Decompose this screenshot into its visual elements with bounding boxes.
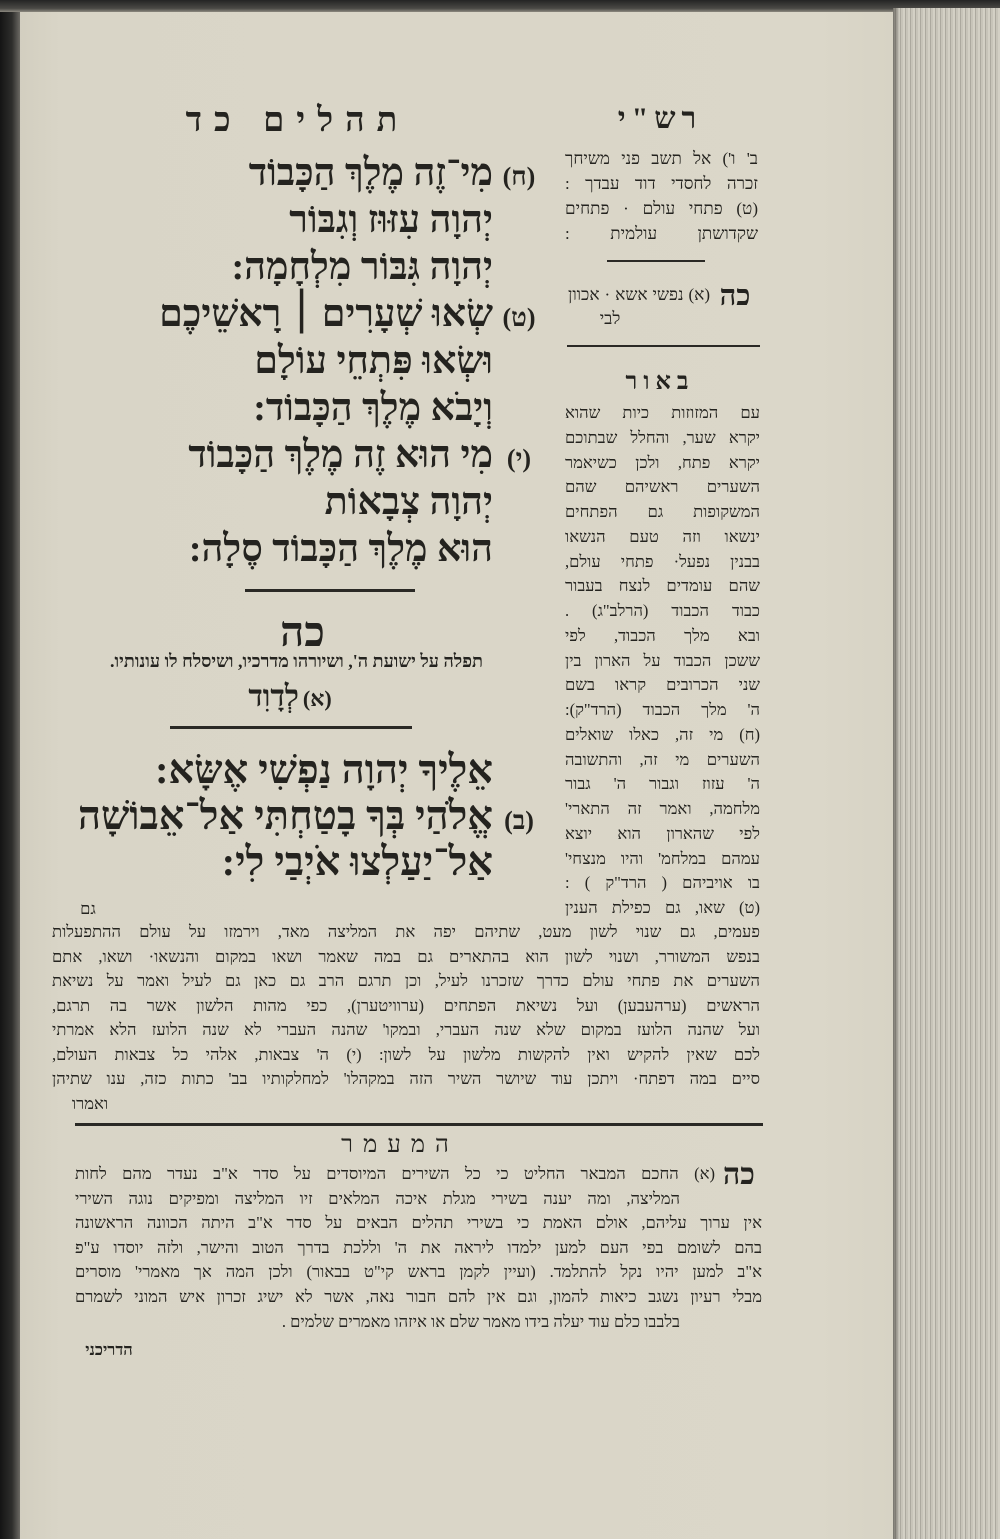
verse-line — [125, 526, 545, 573]
biur-catch-word: ואמרו — [71, 1094, 109, 1113]
top-edge-shadow — [0, 0, 1000, 12]
page-catchword: הדריכני — [85, 1340, 133, 1359]
verse-number: (ח) — [502, 162, 536, 191]
page-edges — [893, 8, 1000, 1539]
psalm-divider — [245, 589, 415, 592]
verse-line — [125, 479, 545, 526]
biur-line: ובא מלך הכבוד, לפי — [565, 625, 760, 645]
verse-line — [58, 793, 545, 839]
verse-line — [58, 839, 545, 885]
hamaamar-line: המליצה, ומה יענה בשירי מגלת איכה המלאים זיו המליצה ומפיקים נוגה השירי — [75, 1188, 680, 1208]
biur-line: ועל שהנה הלועז במקום שלא שנה העברי, ובמקו' שהנה העברי לא שנה הלועז הלא אמרתי — [52, 1020, 760, 1039]
hamaamar-text — [75, 1162, 762, 1334]
biur-divider — [567, 345, 760, 347]
verse-text: שְׂאוּ שְׁעָרִים ׀ רָאשֵׁיכֶם — [159, 293, 493, 335]
psalm-25-text — [58, 747, 545, 885]
biur-line: שהם עומדים לנצח בעבור — [565, 576, 760, 596]
hamaamar-line: בלבבו כלם עוד יעלה בידו מאמר שלם או איזהו מאמרים שלמים . — [281, 1311, 680, 1331]
biur-line: המשקופות גם הפתחים — [565, 502, 760, 521]
biur-carry-word: גם — [80, 899, 96, 918]
rashi-divider — [607, 260, 705, 262]
biur-line: בבנין נפעל· פתחי עולם, — [565, 551, 760, 571]
verse-text: לְדָוִד — [248, 680, 299, 713]
hamaamar-psalm-number: כה — [723, 1158, 755, 1191]
verse-text: הוּא מֶלֶךְ הַכָּבוֹד סֶלָה: — [188, 528, 493, 570]
verse-number: (ט) — [502, 303, 536, 332]
biur-line: (ט) שאו, גם כפילת הענין — [565, 898, 760, 917]
biur-line: בו אויביהם ( הרד"ק ) : — [565, 873, 760, 893]
hamaamar-line: (א) החכם המבאר החליט כי כל השירים המיוסדים על סדר א"ב נעדר מהם לחות — [75, 1164, 715, 1183]
verse-text: אֱלֹהַי בְּךָ בָטַחְתִּי אַל־אֵבוֹשָׁה — [77, 793, 493, 838]
verse-number: (י) — [506, 444, 532, 473]
verse-line — [125, 197, 545, 244]
biur-line: כבוד הכבוד (הרלב"ג) . — [565, 601, 760, 620]
verse-line — [125, 291, 545, 338]
biur-line: השערים ראשיהם שהם — [565, 477, 760, 497]
psalm-superscription — [200, 680, 380, 714]
running-title: תהלים כד — [185, 102, 410, 139]
biur-line: (ח) מי זה, כאלו שואלים — [565, 724, 760, 744]
biur-line: לכם שאין להקיש ואין להקשות מלשון על לשון: (י) ה' צבאות, אלהי כל צבאות העולם, — [52, 1044, 760, 1064]
hamaamar-line: בהם לשומם בפי העם למען ילמדו ליראה את ה' וללכת בדרך הטוב והישר, ולזה יוסדו ע"פ — [75, 1237, 762, 1257]
verse-text: אֵלֶיךָ יְהוָה נַפְשִׁי אֶשָּׂא: — [155, 747, 493, 792]
rashi-line: שקדושתן עולמית : — [565, 224, 758, 243]
verse-line — [58, 747, 545, 793]
psalm-divider — [170, 726, 412, 729]
biur-line: לפי שהארון הוא יוצא — [565, 823, 760, 843]
rashi-psalm-number: כה — [719, 280, 751, 312]
verse-text: יְהוָה צְבָאוֹת — [324, 481, 493, 523]
biur-line: השערים את פתחי עולם כדרך שזכרנו לעיל, וכן תרגם הרב גם כאן גם לעיל ואמר על נשיאת — [52, 971, 760, 990]
rashi-line: (ט) פתחי עולם · פתחים — [565, 199, 758, 218]
biur-line: יקרא שער, והחלל שבתוכם — [565, 427, 760, 447]
psalm-summary: תפלה על ישועת ה', ושיורהו מדרכיו, ושיסלח לו עונותיו. — [110, 651, 483, 671]
biur-line: מלחמה, ואמר זה התארי' — [565, 799, 760, 818]
verse-text: מִי־זֶה מֶלֶךְ הַכָּבוֹד — [248, 152, 493, 194]
biur-line: בנפש המשורר, ושנוי לשון הוא בהתארים גם במה שאמר ושאו במקום והנשאו· ושאו, אתם — [52, 946, 760, 966]
section-divider — [75, 1123, 763, 1126]
verse-number: (ב) — [504, 806, 534, 835]
binding-shadow — [0, 0, 20, 1539]
verse-text: יְהוָה גִּבּוֹר מִלְחָמָה: — [231, 246, 493, 288]
verse-text: מִי הוּא זֶה מֶלֶךְ הַכָּבוֹד — [188, 434, 493, 476]
rashi-line: (א) נפשי אשא · אכוון — [568, 285, 710, 304]
psalm-24-text — [125, 150, 545, 573]
verse-line — [125, 244, 545, 291]
biur-line: הראשים (ערהעבען) ועל נשיאת הפתחים (ערוויטערן), כפי מהות הלשון אשר בה תרגם, — [52, 995, 760, 1015]
biur-commentary — [565, 401, 760, 921]
verse-line — [125, 385, 545, 432]
hamaamar-line: אין ערוך עליהם, אולם האמת כי בשירי תהלים הבאים על סדר א"ב היתה הכוונה הראשונה — [75, 1213, 762, 1233]
biur-line: ששכן הכבוד על הארון בין — [565, 650, 760, 670]
biur-line: ה' עזוז וגבור ה' גבור — [565, 774, 760, 794]
rashi-line: ב' ו') אל תשב פני משיחך — [565, 149, 758, 168]
verse-line — [125, 150, 545, 197]
verse-line — [125, 338, 545, 385]
psalm-number: כה — [280, 610, 325, 656]
biur-line: פעמים, גם שנוי לשון מעט, שתיהם יפה את המליצה מאד, וירמזו על עולם ההתפעלות — [52, 922, 760, 941]
hamaamar-line: א"ב למען יהיו נקל להתלמד. (ועיין לקמן בראש קי"ט בבאור) ולכן המה אך מאמרי' מוסרים — [75, 1262, 762, 1282]
verse-number: (א) — [302, 686, 332, 711]
biur-line: שני הכרובים קראו בשם — [565, 675, 760, 695]
rashi-commentary — [565, 146, 758, 246]
biur-line: סיים במה דפתח· ויתכן עוד שיושר השיר הזה במקהלו' למחלקותיו בב' כתות כזה, ענו שתיהן — [52, 1069, 760, 1088]
biur-continuation — [52, 920, 760, 1092]
biur-line: השערים מי זה, והתשובה — [565, 749, 760, 769]
rashi-line: זכרה לחסדי דוד עבדך : — [565, 174, 758, 193]
hamaamar-heading: המעמר — [341, 1132, 459, 1158]
biur-line: עמהם במלחמ' והיו מנצחי' — [565, 848, 760, 868]
verse-line — [125, 432, 545, 479]
rashi-heading: רש"י — [617, 102, 703, 135]
verse-text: אַל־יַעַלְצוּ אֹיְבַי לִי: — [221, 839, 493, 884]
hamaamar-line: מבלי רעיון נשגב כיאות להמון, וגם אין להם חבור נאה, אשר לא ישיג זכרון איש המוני לשמרם — [75, 1286, 762, 1306]
rashi-line: לבי — [599, 309, 621, 328]
biur-line: יקרא פתח, ולכן כשיאמר — [565, 452, 760, 472]
biur-line: ה' מלך הכבוד (הרד"ק): — [565, 700, 760, 719]
verse-text: יְהוָה עִזּוּז וְגִבּוֹר — [289, 199, 493, 241]
verse-text: וּשְׂאוּ פִּתְחֵי עוֹלָם — [254, 340, 493, 382]
verse-text: וְיָבֹא מֶלֶךְ הַכָּבוֹד: — [253, 387, 493, 429]
biur-heading: באור — [625, 369, 695, 395]
biur-line: ינשאו וזה טעם הנשאו — [565, 526, 760, 546]
biur-line: עם המזוזות כיות שהוא — [565, 403, 760, 422]
